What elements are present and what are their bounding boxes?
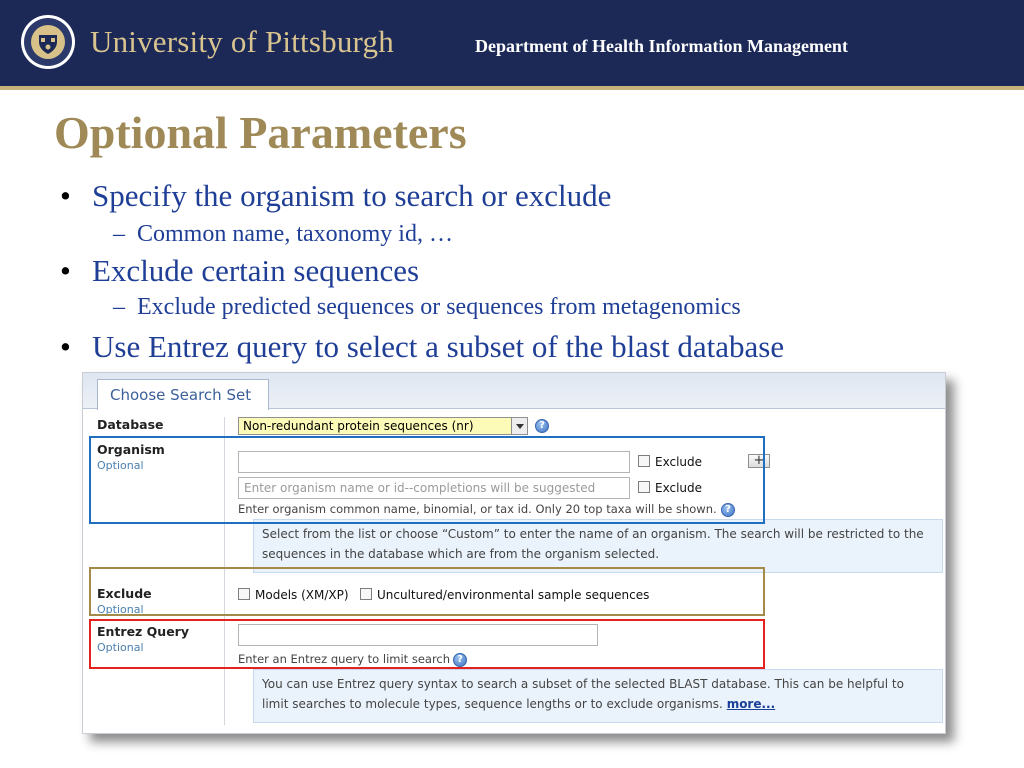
organism-input-2[interactable]: Enter organism name or id--completions will be suggested bbox=[238, 477, 630, 499]
bullet-text: Exclude certain sequences bbox=[92, 253, 420, 288]
add-organism-button[interactable]: + bbox=[748, 454, 770, 468]
uncultured-label: Uncultured/environmental sample sequences bbox=[377, 588, 650, 602]
slide-title: Optional Parameters bbox=[54, 107, 467, 158]
entrez-hint: Enter an Entrez query to limit search bbox=[238, 652, 451, 666]
entrez-highlight-box bbox=[89, 619, 765, 669]
tab-choose-search-set[interactable]: Choose Search Set bbox=[97, 379, 269, 410]
organism-exclude-label: Exclude bbox=[655, 455, 703, 469]
help-icon[interactable]: ? bbox=[721, 503, 735, 517]
organism-hint: Enter organism common name, binomial, or tax id. Only 20 top taxa will be shown. bbox=[238, 502, 717, 516]
bullet-icon: • bbox=[60, 329, 71, 364]
info-text: sequences in the database which are from the organism selected. bbox=[262, 547, 660, 561]
dash-icon: – bbox=[113, 294, 125, 320]
department-name: Department of Health Information Management bbox=[475, 36, 848, 56]
help-icon[interactable]: ? bbox=[453, 653, 467, 667]
help-icon[interactable]: ? bbox=[535, 419, 549, 433]
info-text: Select from the list or choose “Custom” to enter the name of an organism. The search will be restricted to the bbox=[262, 527, 924, 541]
slide-header bbox=[0, 0, 1024, 86]
bullet-text: Specify the organism to search or exclude bbox=[92, 178, 612, 213]
models-label: Models (XM/XP) bbox=[255, 588, 349, 602]
university-name: University of Pittsburgh bbox=[90, 24, 394, 59]
info-text: limit searches to molecule types, sequence lengths or to exclude organisms. bbox=[262, 697, 723, 711]
exclude-highlight-box bbox=[89, 567, 765, 616]
chevron-down-icon[interactable] bbox=[511, 417, 528, 435]
university-seal-icon bbox=[20, 14, 76, 70]
organism-label: Organism bbox=[97, 442, 165, 457]
info-text: You can use Entrez query syntax to search a subset of the selected BLAST database. This can be helpful to bbox=[262, 677, 904, 691]
sub-bullet-text: Exclude predicted sequences or sequences from metagenomics bbox=[137, 294, 741, 320]
database-select[interactable]: Non-redundant protein sequences (nr) bbox=[238, 417, 528, 435]
organism-optional-label: Optional bbox=[97, 459, 144, 472]
dash-icon: – bbox=[113, 221, 125, 247]
bullet-text: Use Entrez query to select a subset of the blast database bbox=[92, 329, 785, 364]
entrez-query-label: Entrez Query bbox=[97, 624, 189, 639]
info-text-line-2 bbox=[262, 694, 934, 714]
entrez-optional-label: Optional bbox=[97, 641, 144, 654]
organism-exclude-label-2: Exclude bbox=[655, 481, 703, 495]
bullet-icon: • bbox=[60, 253, 71, 288]
exclude-optional-label: Optional bbox=[97, 603, 144, 616]
exclude-label: Exclude bbox=[97, 586, 152, 601]
organism-info-box bbox=[253, 519, 943, 573]
more-link[interactable]: more... bbox=[726, 697, 776, 711]
organism-highlight-box bbox=[89, 436, 765, 524]
blast-form-screenshot bbox=[82, 372, 946, 734]
header-divider bbox=[0, 86, 1024, 90]
database-label: Database bbox=[97, 417, 164, 432]
entrez-info-box bbox=[253, 669, 943, 723]
sub-bullet-text: Common name, taxonomy id, … bbox=[137, 221, 453, 247]
bullet-icon: • bbox=[60, 178, 71, 213]
